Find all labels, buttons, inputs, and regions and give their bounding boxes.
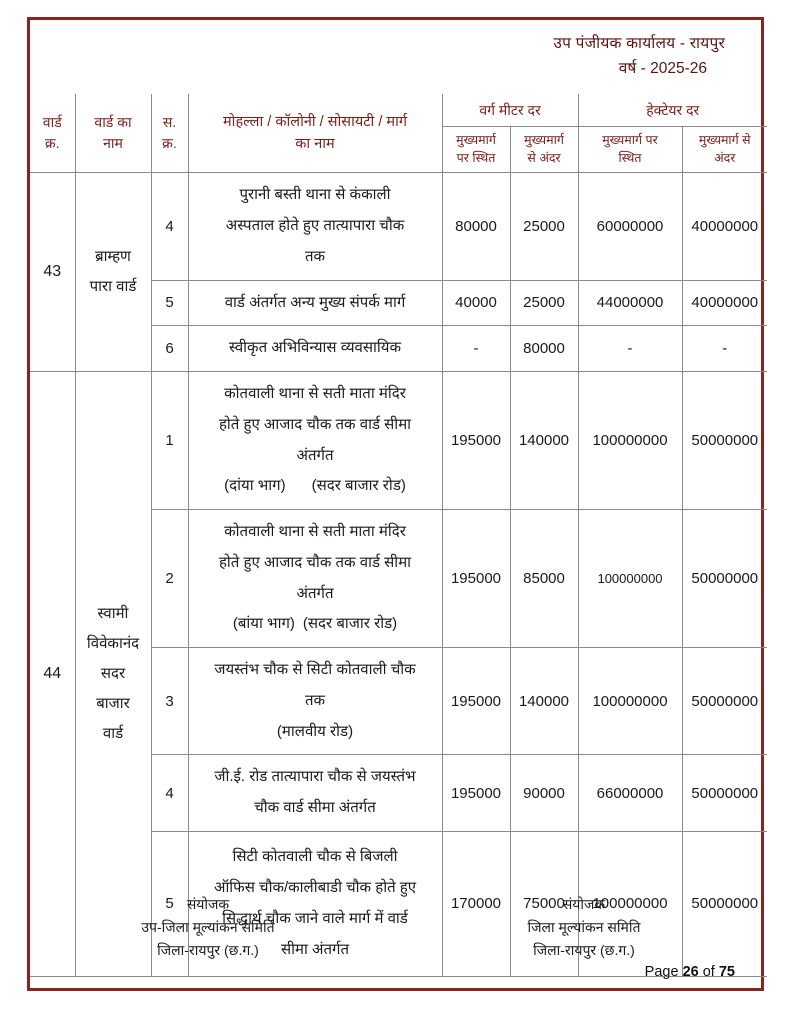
- signature-title: संयोजक: [186, 895, 230, 912]
- page-of: of: [702, 964, 715, 980]
- document-header: [30, 34, 761, 80]
- document-footer: [30, 893, 761, 980]
- cell-hectare-on-main: -: [578, 326, 682, 372]
- cell-serial: 4: [151, 173, 188, 280]
- document-page: [27, 17, 764, 991]
- cell-serial: 5: [151, 280, 188, 326]
- cell-sqm-inside: 90000: [510, 755, 578, 832]
- cell-sqm-inside: 85000: [510, 510, 578, 648]
- cell-hectare-on-main: 100000000: [578, 648, 682, 755]
- cell-hectare-inside: 50000000: [682, 372, 767, 510]
- cell-serial: 2: [151, 510, 188, 648]
- col-header-hectare-inside: मुख्यमार्ग से अंदर: [682, 127, 767, 173]
- cell-ward-no: 44: [30, 372, 75, 977]
- cell-sqm-inside: 140000: [510, 372, 578, 510]
- cell-sqm-on-main: 170000: [442, 831, 510, 976]
- cell-serial: 4: [151, 755, 188, 832]
- page-current: 26: [682, 964, 699, 980]
- cell-serial: 5: [151, 831, 188, 976]
- cell-sqm-inside: 25000: [510, 280, 578, 326]
- col-header-ward-no: वार्ड क्र.: [30, 94, 75, 173]
- col-header-locality: मोहल्ला / कॉलोनी / सोसायटी / मार्ग का नाम: [188, 94, 442, 173]
- cell-ward-name: स्वामी विवेकानंद सदर बाजार वार्ड: [75, 372, 151, 977]
- cell-hectare-on-main: 60000000: [578, 173, 682, 280]
- cell-locality: जयस्तंभ चौक से सिटी कोतवाली चौक तक (मालवीय रोड): [188, 648, 442, 755]
- cell-hectare-inside: 50000000: [682, 755, 767, 832]
- table-body: [30, 173, 767, 977]
- cell-hectare-on-main: 44000000: [578, 280, 682, 326]
- cell-sqm-on-main: 195000: [442, 372, 510, 510]
- col-group-header-hectare: हेक्टेयर दर: [578, 94, 767, 127]
- cell-locality-note: (बांया भाग) (सदर बाजार रोड): [232, 615, 398, 633]
- signature-body: जिला मूल्यांकन समिति: [527, 918, 641, 935]
- cell-hectare-inside: 40000000: [682, 280, 767, 326]
- year-line: वर्ष - 2025-26: [618, 59, 707, 77]
- page-number: [30, 964, 761, 980]
- cell-sqm-inside: 25000: [510, 173, 578, 280]
- cell-locality: कोतवाली थाना से सती माता मंदिर होते हुए आजाद चौक तक वार्ड सीमा अंतर्गत (बांया भाग) (सदर बाजार रोड): [188, 510, 442, 648]
- cell-locality: सिटी कोतवाली चौक से बिजली ऑफिस चौक/कालीबाडी चौक होते हुए सिद्धार्थ चौक जाने वाले मार्ग में वार्ड सीमा अंतर्गत: [188, 831, 442, 976]
- signature-district: जिला-रायपुर (छ.ग.): [533, 941, 635, 958]
- cell-hectare-inside: 50000000: [682, 648, 767, 755]
- page-label: Page: [644, 964, 679, 980]
- cell-locality: पुरानी बस्ती थाना से कंकाली अस्पताल होते हुए तात्यापारा चौक तक: [188, 173, 442, 280]
- cell-sqm-inside: 140000: [510, 648, 578, 755]
- signature-title: संयोजक: [562, 895, 606, 912]
- col-header-serial: स. क्र.: [151, 94, 188, 173]
- cell-hectare-on-main: 66000000: [578, 755, 682, 832]
- cell-ward-no: 43: [30, 173, 75, 372]
- cell-hectare-inside: 50000000: [682, 831, 767, 976]
- cell-sqm-on-main: 195000: [442, 648, 510, 755]
- signature-district: जिला-रायपुर (छ.ग.): [157, 941, 259, 958]
- cell-ward-name: ब्राम्हण पारा वार्ड: [75, 173, 151, 372]
- table-row: [30, 173, 767, 280]
- cell-sqm-on-main: -: [442, 326, 510, 372]
- signature-body: उप-जिला मूल्यांकन समिति: [141, 918, 275, 935]
- cell-hectare-inside: 40000000: [682, 173, 767, 280]
- col-header-sqm-inside: मुख्यमार्ग से अंदर: [510, 127, 578, 173]
- cell-locality: जी.ई. रोड तात्यापारा चौक से जयस्तंभ चौक वार्ड सीमा अंतर्गत: [188, 755, 442, 832]
- page-total: 75: [718, 964, 735, 980]
- cell-serial: 6: [151, 326, 188, 372]
- cell-hectare-on-main: 100000000: [578, 831, 682, 976]
- cell-sqm-on-main: 195000: [442, 755, 510, 832]
- cell-locality: स्वीकृत अभिविन्यास व्यवसायिक: [188, 326, 442, 372]
- col-header-hectare-on-main: मुख्यमार्ग पर स्थित: [578, 127, 682, 173]
- cell-hectare-inside: 50000000: [682, 510, 767, 648]
- cell-sqm-on-main: 40000: [442, 280, 510, 326]
- cell-sqm-on-main: 80000: [442, 173, 510, 280]
- cell-sqm-inside: 80000: [510, 326, 578, 372]
- cell-sqm-inside: 75000: [510, 831, 578, 976]
- signature-block-sub-district: [58, 893, 358, 962]
- cell-locality: कोतवाली थाना से सती माता मंदिर होते हुए आजाद चौक तक वार्ड सीमा अंतर्गत (दांया भाग) (सदर बाजार रोड): [188, 372, 442, 510]
- table-row: [30, 372, 767, 510]
- cell-sqm-on-main: 195000: [442, 510, 510, 648]
- col-header-ward-name: वार्ड का नाम: [75, 94, 151, 173]
- cell-hectare-on-main: 100000000: [578, 510, 682, 648]
- cell-serial: 1: [151, 372, 188, 510]
- col-group-header-sqm: वर्ग मीटर दर: [442, 94, 578, 127]
- signature-block-district: [429, 893, 739, 962]
- cell-hectare-inside: -: [682, 326, 767, 372]
- cell-serial: 3: [151, 648, 188, 755]
- rate-table: [30, 94, 767, 977]
- col-header-sqm-on-main: मुख्यमार्ग पर स्थित: [442, 127, 510, 173]
- table-header: [30, 94, 767, 173]
- cell-locality: वार्ड अंतर्गत अन्य मुख्य संपर्क मार्ग: [188, 280, 442, 326]
- signature-row: [30, 893, 761, 962]
- cell-hectare-on-main: 100000000: [578, 372, 682, 510]
- cell-locality-note: (दांया भाग) (सदर बाजार रोड): [224, 477, 406, 495]
- office-title: उप पंजीयक कार्यालय - रायपुर: [553, 35, 725, 52]
